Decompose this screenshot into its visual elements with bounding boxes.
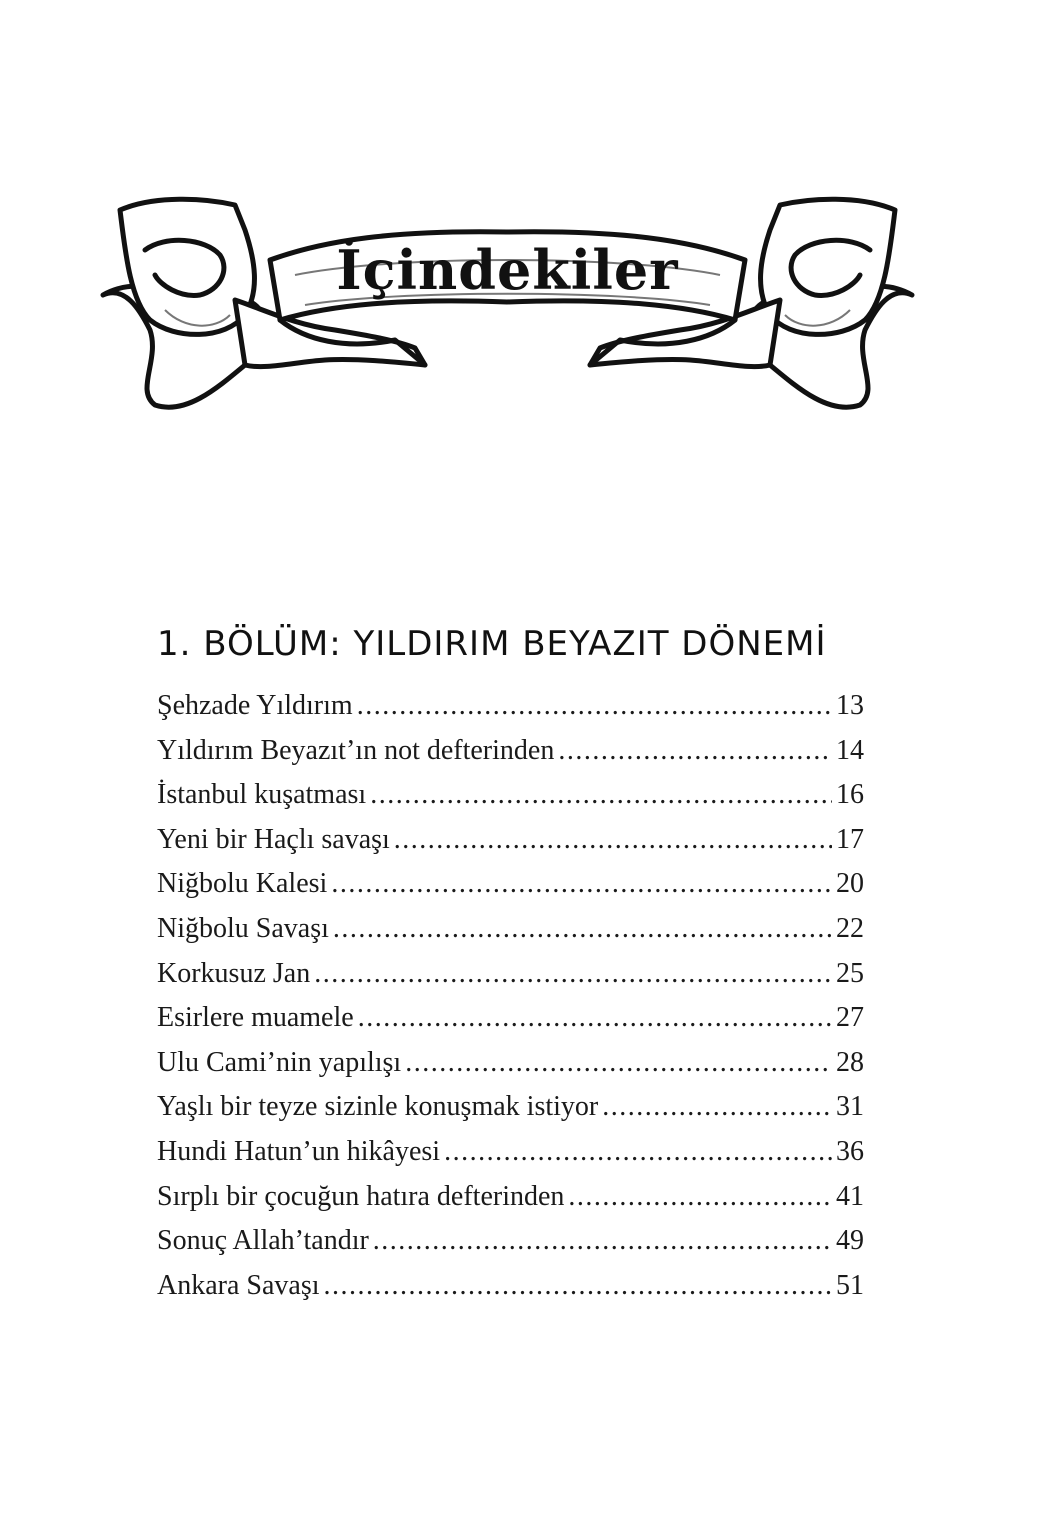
- scroll-banner-illustration: [95, 190, 920, 415]
- section-heading: 1. BÖLÜM: YILDIRIM BEYAZIT DÖNEMİ: [157, 624, 827, 665]
- toc-entry-title: Niğbolu Kalesi: [157, 868, 328, 900]
- toc-entry[interactable]: [157, 958, 864, 1003]
- dot-leader: [373, 1225, 832, 1257]
- toc-entry-page: 28: [836, 1046, 864, 1078]
- title-banner: [95, 190, 920, 415]
- toc-entry[interactable]: [157, 913, 864, 958]
- toc-entry-page: 16: [836, 779, 864, 811]
- toc-entry-title: Ulu Cami’nin yapılışı: [157, 1046, 402, 1078]
- dot-leader: [370, 779, 832, 811]
- toc-entry-page: 41: [836, 1180, 864, 1212]
- toc-entry-page: 27: [836, 1002, 864, 1034]
- toc-entry[interactable]: [157, 779, 864, 824]
- toc-entry-page: 20: [836, 868, 864, 900]
- dot-leader: [358, 1002, 832, 1034]
- toc-entry-title: Yıldırım Beyazıt’ın not defterinden: [157, 734, 555, 766]
- dot-leader: [394, 824, 832, 856]
- dot-leader: [324, 1270, 832, 1302]
- toc-entry[interactable]: [157, 1136, 864, 1181]
- dot-leader: [314, 958, 832, 990]
- toc-entry-title: İstanbul kuşatması: [157, 779, 367, 811]
- toc-entry[interactable]: [157, 868, 864, 913]
- toc-entry-title: Sonuç Allah’tandır: [157, 1225, 369, 1257]
- toc-entry[interactable]: [157, 690, 864, 735]
- toc-entry-title: Esirlere muamele: [157, 1002, 354, 1034]
- toc-entry[interactable]: [157, 1225, 864, 1270]
- dot-leader: [568, 1181, 832, 1213]
- page-title: İçindekiler: [336, 238, 679, 302]
- toc-entry-page: 36: [836, 1135, 864, 1167]
- toc-entry-title: Hundi Hatun’un hikâyesi: [157, 1135, 441, 1167]
- toc-entry-title: Sırplı bir çocuğun hatıra defterinden: [157, 1180, 565, 1212]
- toc-entry[interactable]: [157, 1002, 864, 1047]
- toc-entry[interactable]: [157, 1047, 864, 1092]
- dot-leader: [357, 690, 832, 722]
- toc-entry[interactable]: [157, 1270, 864, 1315]
- toc-entry[interactable]: [157, 735, 864, 780]
- table-of-contents: [157, 690, 864, 1314]
- dot-leader: [333, 913, 832, 945]
- toc-entry-page: 17: [836, 823, 864, 855]
- toc-entry[interactable]: [157, 824, 864, 869]
- toc-entry-page: 49: [836, 1225, 864, 1257]
- toc-entry-title: Yeni bir Haçlı savaşı: [157, 823, 390, 855]
- toc-entry[interactable]: [157, 1181, 864, 1226]
- toc-entry-page: 51: [836, 1269, 864, 1301]
- dot-leader: [602, 1091, 832, 1123]
- toc-entry-page: 31: [836, 1091, 864, 1123]
- toc-entry[interactable]: [157, 1091, 864, 1136]
- dot-leader: [331, 868, 832, 900]
- toc-entry-title: Korkusuz Jan: [157, 957, 311, 989]
- toc-entry-page: 22: [836, 912, 864, 944]
- toc-entry-title: Ankara Savaşı: [157, 1269, 320, 1301]
- dot-leader: [405, 1047, 832, 1079]
- toc-entry-page: 14: [836, 734, 864, 766]
- toc-entry-title: Niğbolu Savaşı: [157, 912, 329, 944]
- toc-entry-page: 25: [836, 957, 864, 989]
- toc-entry-title: Şehzade Yıldırım: [157, 690, 353, 721]
- toc-entry-page: 13: [836, 690, 864, 721]
- dot-leader: [558, 735, 832, 767]
- toc-entry-title: Yaşlı bir teyze sizinle konuşmak istiyor: [157, 1091, 599, 1123]
- dot-leader: [444, 1136, 832, 1168]
